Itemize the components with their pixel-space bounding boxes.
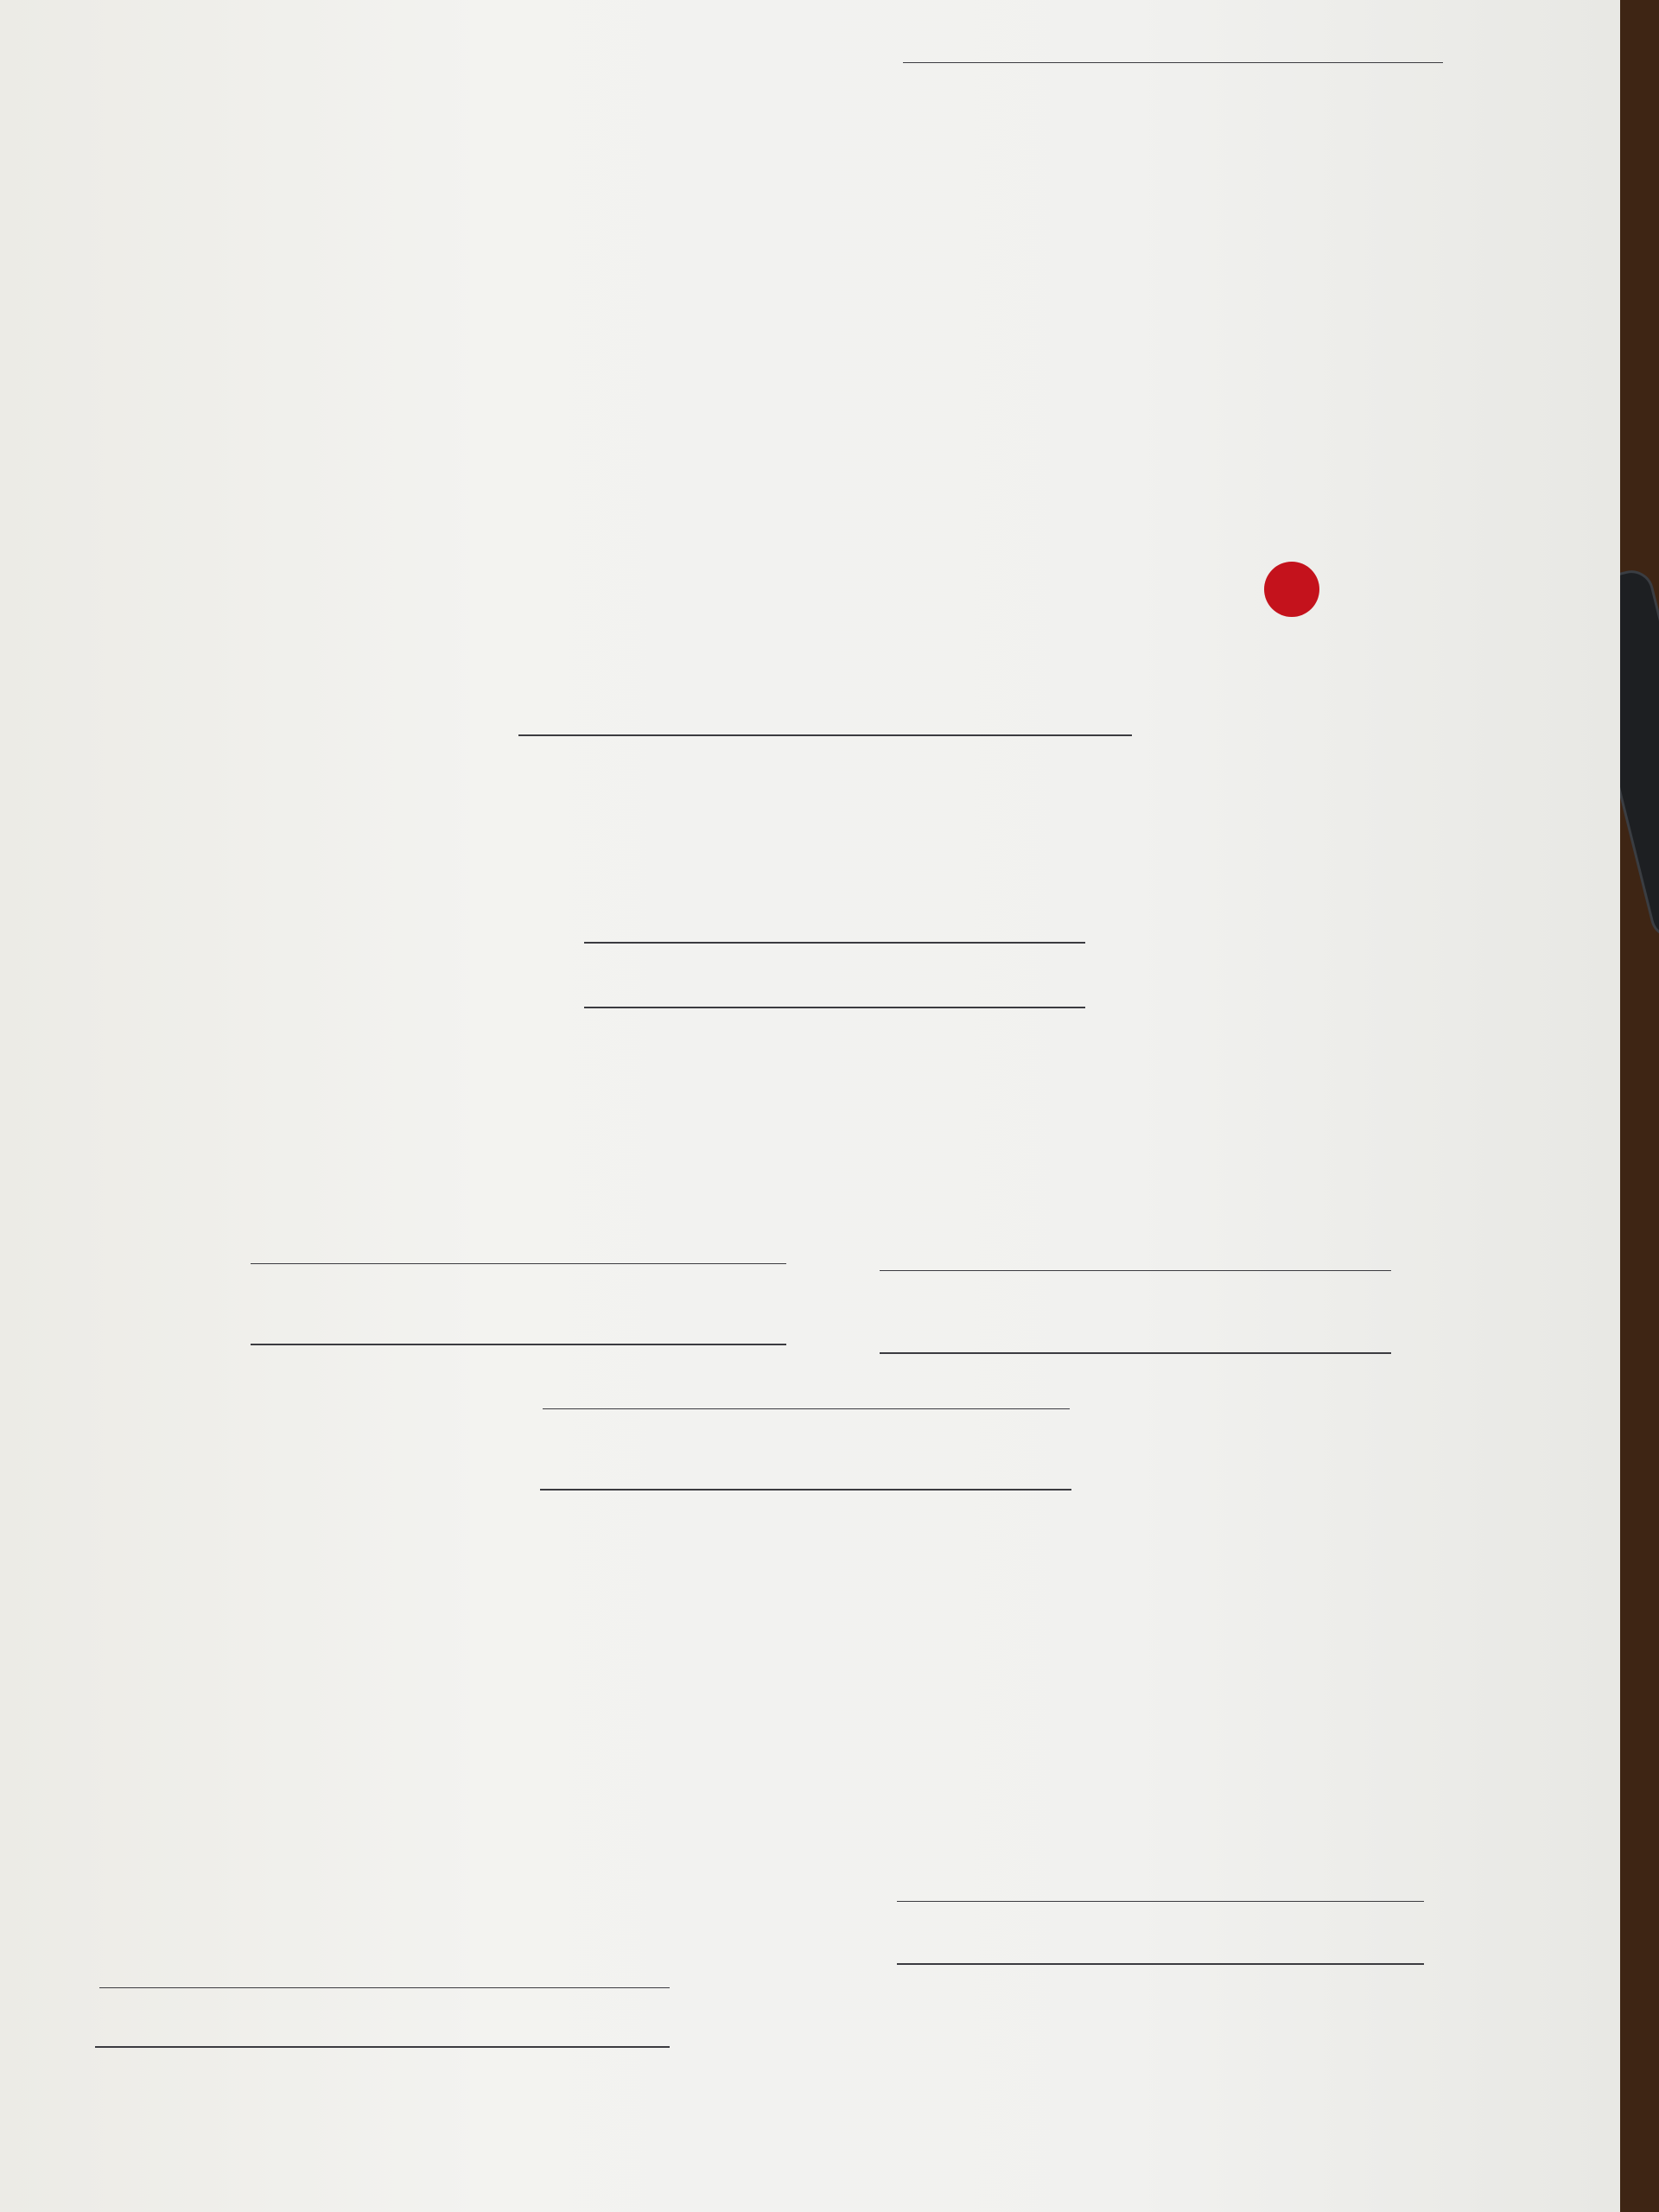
taca-line (912, 1365, 917, 1384)
espumante-line (272, 1355, 277, 1374)
red-sticker-dot (1264, 562, 1319, 617)
